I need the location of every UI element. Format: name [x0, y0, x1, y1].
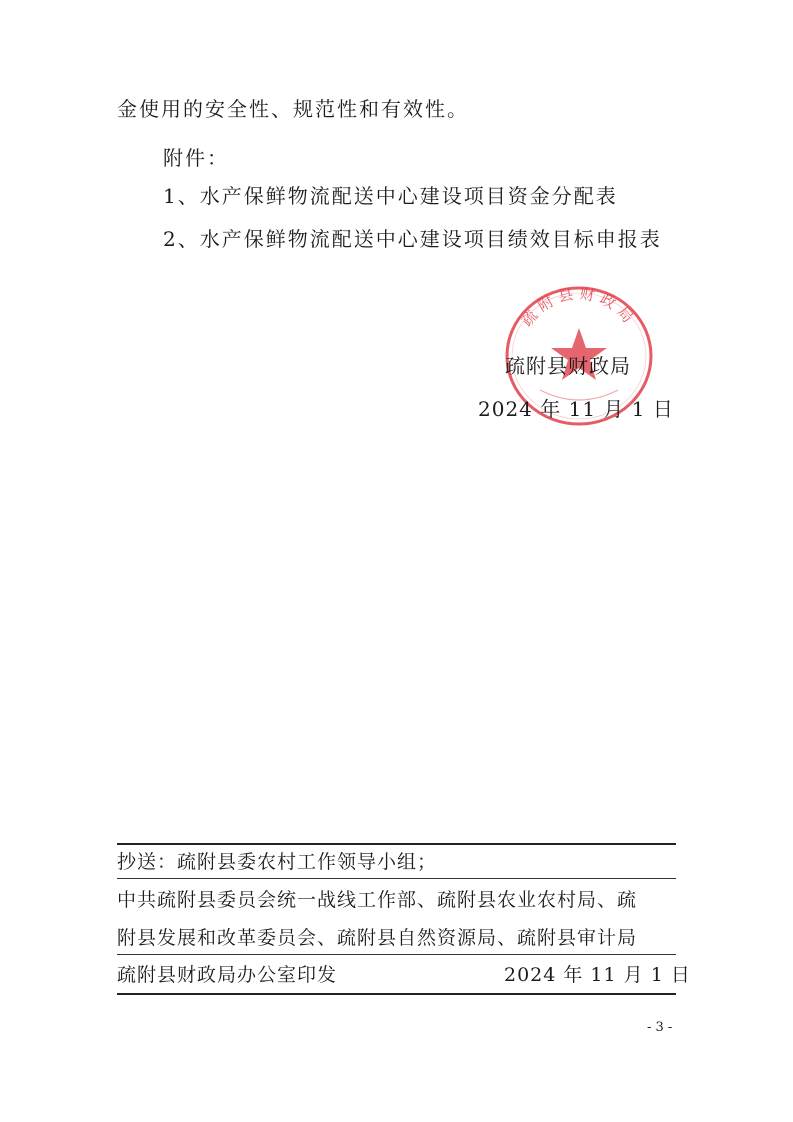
cc-line-3: 附县发展和改革委员会、疏附县自然资源局、疏附县审计局 — [117, 927, 638, 949]
attachment-item-1: 1、水产保鲜物流配送中心建设项目资金分配表 — [163, 184, 618, 208]
footer-top-rule — [117, 843, 676, 845]
cc-line-1: 抄送：疏附县委农村工作领导小组； — [117, 851, 438, 873]
cc-line-2: 中共疏附县委员会统一战线工作部、疏附县农业农村局、疏 — [117, 889, 638, 911]
footer-bottom-rule — [117, 993, 676, 995]
signature-date: 2024 年 11 月 1 日 — [478, 397, 674, 421]
body-text-line: 金使用的安全性、规范性和有效性。 — [117, 97, 469, 121]
issue-date: 2024 年 11 月 1 日 — [504, 964, 691, 986]
attachment-item-2: 2、水产保鲜物流配送中心建设项目绩效目标申报表 — [163, 227, 662, 251]
attachments-label: 附件： — [163, 146, 229, 170]
seal-text: 疏附县财政局 — [517, 284, 641, 330]
footer-rule — [117, 878, 676, 879]
page-number: - 3 - — [647, 1020, 673, 1035]
footer-rule — [117, 954, 676, 955]
signature-organization: 疏附县财政局 — [505, 354, 631, 378]
issuer: 疏附县财政局办公室印发 — [117, 964, 338, 986]
